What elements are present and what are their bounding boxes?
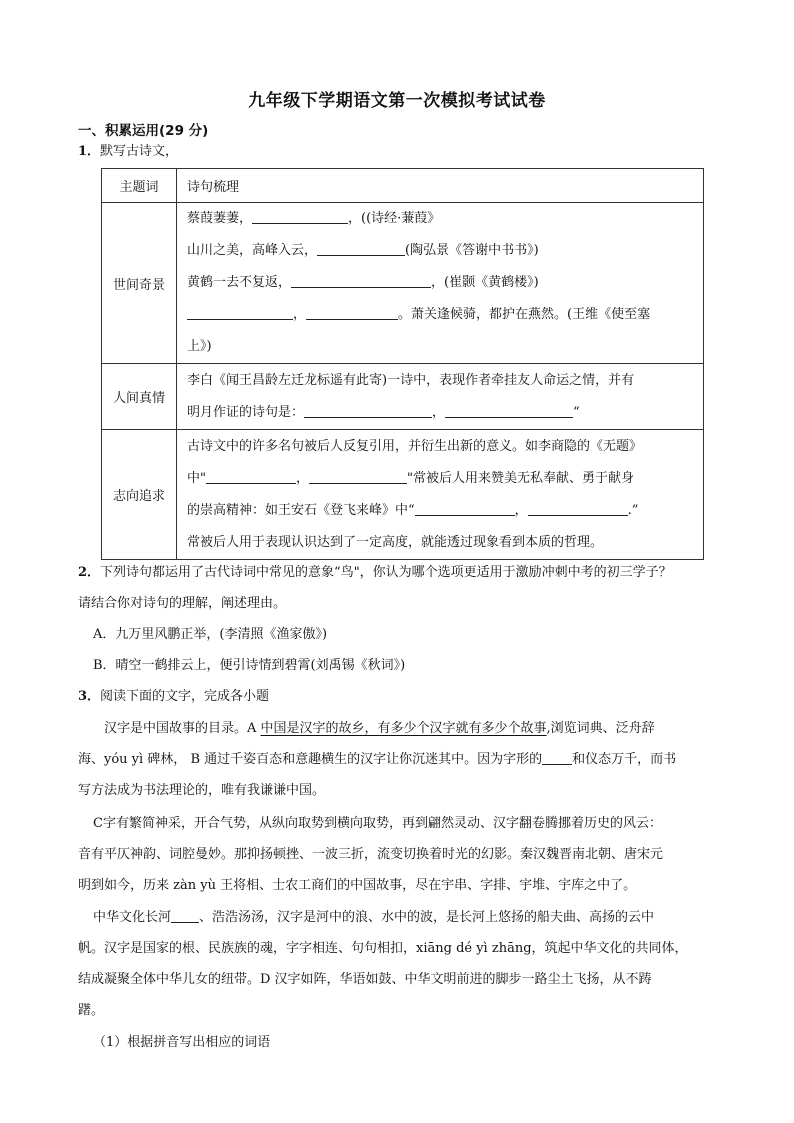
row-topic: 世间奇景: [102, 203, 177, 364]
passage-line: 写方法成为书法理论的，唯有我谦谦中国。: [78, 783, 326, 798]
question-2: [78, 563, 672, 583]
row-topic: 人间真情: [102, 364, 177, 430]
poem-line: 上》): [187, 339, 212, 354]
line-text: 的崇高精神：如王安石《登飞来峰》中“: [187, 502, 415, 518]
sub-question-1: （1）根据拼音写出相应的词语: [93, 1035, 271, 1050]
line-text: “: [573, 404, 580, 420]
question-number: 1．: [78, 144, 101, 159]
line-text: 山川之美，高峰入云，: [187, 243, 318, 258]
row-content: [177, 430, 704, 560]
line-text: ，((诗经·蒹葭》: [348, 211, 441, 226]
line-text: ，: [295, 470, 309, 486]
poem-line: [187, 267, 697, 299]
header-content: 诗句梳理: [177, 169, 704, 203]
passage-line: C字有繁简神采，开合气势，从纵向取势到横向取势，再到翩然灵动、汉字翻卷腾挪着历史的风云：: [93, 816, 662, 831]
line-text: 明月作证的诗句是：: [187, 404, 305, 420]
answer-blank[interactable]: [187, 305, 293, 320]
line-text: ，: [432, 404, 446, 420]
poem-line: [187, 235, 697, 267]
answer-blank[interactable]: [206, 469, 296, 484]
answer-blank[interactable]: [252, 209, 348, 224]
question-text: 默写古诗文，: [100, 144, 179, 159]
line-text: 。萧关逢候骑，都护在燕然。(王维《使至塞: [398, 307, 651, 322]
answer-blank[interactable]: [306, 305, 398, 320]
line-text: ，: [293, 307, 307, 322]
line-text: 中": [187, 470, 206, 486]
question-text: 阅读下面的文字，完成各小题: [100, 689, 270, 704]
section-heading: 一、积累运用(29 分): [78, 123, 209, 139]
answer-blank[interactable]: [542, 750, 572, 765]
question-number: 3．: [78, 689, 101, 704]
table-header-row: [102, 169, 704, 203]
underlined-sentence: 中国是汉字的故乡，有多少个汉字就有多少个故事: [260, 721, 547, 736]
row-content: [177, 364, 704, 430]
line-text: "常被后人用来赞美无私奉献、勇于献身: [407, 470, 634, 486]
option-a[interactable]: A．九万里风鹏正举，(李清照《渔家傲》): [93, 627, 328, 642]
answer-blank[interactable]: [171, 908, 199, 923]
passage-text: 、浩浩汤汤，汉字是河中的浪、水中的波，是长河上悠扬的船夫曲、高扬的云中: [199, 910, 655, 925]
answer-blank[interactable]: [309, 469, 407, 484]
line-text: .”: [627, 502, 639, 518]
passage-text: 和仪态万千，而书: [572, 752, 677, 767]
question-number: 2．: [78, 565, 101, 580]
passage-line: [78, 750, 676, 770]
row-topic: 志向追求: [102, 430, 177, 560]
passage-line: 帆。汉字是国家的根、民族族的魂，字字相连、句句相扣，xiāng dé yì zhāng，筑起中华文化的共同体，: [78, 941, 688, 956]
question-text: 请结合你对诗句的理解，阐述理由。: [78, 596, 287, 611]
poem-line: [187, 495, 697, 527]
table-row: [102, 364, 704, 430]
poem-line: 古诗文中的许多名句被后人反复引用，并衍生出新的意义。如李商隐的《无题》: [187, 438, 643, 454]
passage-line: [104, 719, 655, 739]
answer-blank[interactable]: [291, 273, 431, 288]
answer-blank[interactable]: [445, 403, 573, 418]
line-text: 蔡葭萋萋，: [187, 211, 253, 226]
passage-line: 明到如今，历来 zàn yù 王将相、士农工商们的中国故事，尽在宇串、字排、宇堆、宇库之中了。: [78, 878, 637, 893]
answer-blank[interactable]: [528, 501, 628, 516]
answer-blank[interactable]: [304, 403, 432, 418]
page-title: 九年级下学期语文第一次模拟考试试卷: [248, 91, 546, 111]
answer-blank[interactable]: [415, 501, 515, 516]
option-b[interactable]: B．晴空一鹤排云上，便引诗情到碧霄(刘禹锡《秋词》): [93, 658, 406, 673]
passage-line: 躇。: [78, 1003, 105, 1018]
poem-line: [187, 397, 697, 429]
passage-line: [93, 908, 654, 928]
passage-text: ,浏览词典、泛舟辞: [546, 721, 655, 736]
passage-text: 海、yóu yì 碑林， B 通过千姿百态和意趣横生的汉字让你沉迷其中。因为字形的: [78, 752, 543, 767]
passage-text: 中华文化长河: [93, 910, 172, 925]
poem-line: [187, 299, 697, 331]
passage-line: 音有平仄神韵、词腔曼妙。那抑扬顿挫、一波三折，流变切换着时光的幻影。秦汉魏晋南北朝、唐宋元: [78, 847, 664, 862]
line-text: ，: [514, 502, 528, 518]
poem-line: [187, 463, 697, 495]
line-text: ，(崔颢《黄鹤楼》): [431, 275, 539, 290]
line-text: (陶弘景《答谢中书书》): [405, 243, 539, 258]
row-content: [177, 203, 704, 364]
poem-line: [187, 203, 697, 235]
table-row: [102, 203, 704, 364]
question-1: [78, 142, 178, 162]
passage-text: 汉字是中国故事的目录。A: [104, 721, 261, 736]
question-3: [78, 687, 269, 707]
poem-table: [101, 168, 704, 560]
passage-line: 结成凝聚全体中华儿女的纽带。D 汉字如阵，华语如鼓、中华文明前进的脚步一路尘土飞扬，从不踌: [78, 972, 652, 987]
table-row: [102, 430, 704, 560]
poem-line: 李白《闻王昌龄左迁龙标遥有此寄)一诗中，表现作者牵挂友人命运之情，并有: [187, 372, 635, 388]
poem-line: 常被后人用于表现认识达到了一定高度，就能透过现象看到本质的哲理。: [187, 534, 604, 550]
answer-blank[interactable]: [317, 241, 405, 256]
question-text: 下列诗句都运用了古代诗词中常见的意象“鸟"，你认为哪个选项更适用于激励冲刺中考的初三学子？: [100, 565, 672, 580]
line-text: 黄鹤一去不复返，: [187, 275, 292, 290]
header-topic: 主题词: [102, 169, 177, 203]
